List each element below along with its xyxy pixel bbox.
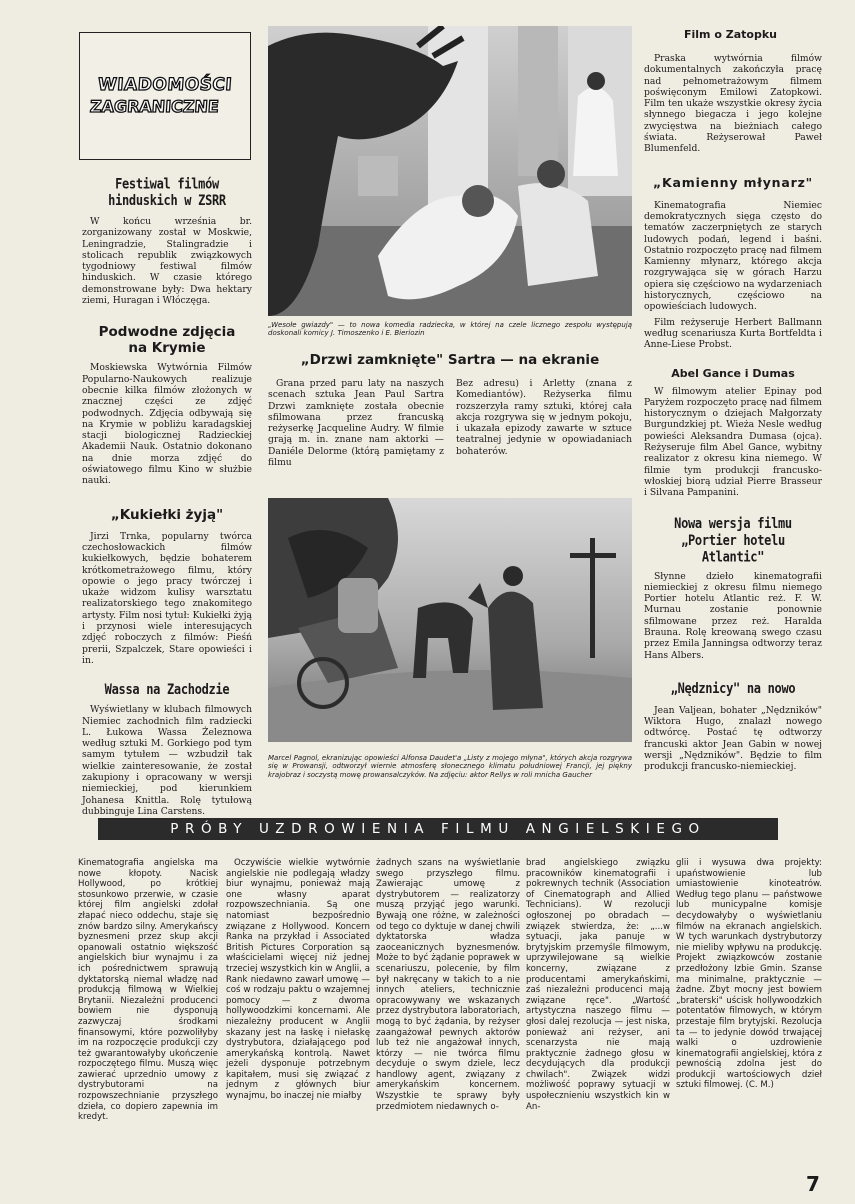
article-drzwi-part2: Bez adresu) i Arletty (znana z Komediantów). Reżyserka filmu rozszerzyła ramy sztuki, której cała akcja rozgrywa się w jednym pokoju, i ukazała epizody zawarte w sztuce teatralnej jedynie w opowiadaniach bohaterów. [456,378,632,457]
article-abel-gance: W filmowym atelier Epinay pod Paryżem rozpoczęto pracę nad filmem historycznym o dziejach Małgorzaty Burgundzkiej pt. Wieża Nesle według powieści Aleksandra Dumasa (ojca). Reżyseruje film Abel Gance, wybitny realizator z okresu kina niemego. W filmie tym produkcji francusko-włoskiej biorą udział Pierre Brasseur i Silvana Pampanini. [644,385,822,499]
headline-podwodne: Podwodne zdjęcia na Krymie [98,324,236,357]
logo-line-2: ZAGRANICZNE [89,97,220,116]
bottom-article-col-4: brad angielskiego związku pracowników kinematografii i pokrewnych technik (Association of Cinematograph and Allied Technicians). W rezolucji ogłoszonej po obradach — związek stwierdza, że: „...w sytuacji, jaka panuje w brytyjskim przemyśle filmowym, uprzywilejowane są wielkie koncerny, związane z producentami amerykańskimi, zaś niezależni producenci mają związane ręce". „Wartość artystyczna naszego filmu — głosi dalej rezolucja — jest niska, ponieważ ani reżyser, ani scenarzysta nie mają praktycznie żadnego głosu w decydujących dla produkcji chwilach". Związek widzi możliwość poprawy sytuacji w uspołecznieniu wszystkich kin w An- [526,858,670,1112]
photo-wesole-gwiazdy [268,26,632,316]
photo-scene-provence [268,498,632,742]
article-zatopek: Praska wytwórnia filmów dokumentalnych zakończyła pracę nad pełnometrażowym filmem poświęconym Emilowi Zatopkowi. Film ten ukaże wszystkie okresy życia słynnego biegacza i jego kolejne zwycięstwa na bieżniach całego świata. Reżyserował Paweł Blumenfeld. [644,53,822,155]
headline-wassa: Wassa na Zachodzie [104,680,230,698]
article-portier: Słynne dzieło kinematografii niemieckiej z okresu filmu niemego Portier hotelu Atlantic reż. F. W. Murnau zostanie ponownie sfilmowane przez reż. Haralda Brauna. Rolę kreowaną swego czasu przez Emila Janningsa odtworzy teraz Hans Albers. [644,570,822,661]
left-column [82,175,252,817]
headline-abel-gance: Abel Gance i Dumas [671,366,795,380]
bottom-article-col-2: Oczywiście wielkie wytwórnie angielskie nie podlegają władzy biur wynajmu, ponieważ mają one własny aparat rozpowszechniania. Są one natomiast bezpośrednio związane z Hollywood. Koncern Ranka na przykład i Associated British Pictures Corporation są właścicielami więcej niż jednej trzeciej wszystkich kin w Anglii, a Rank niedawno zawarł umowę — coś w rodzaju paktu o wzajemnej pomocy — z dwoma hollywoodzkimi koncernami. Ale niezależny producent w Anglii skazany jest na łaskę i niełaskę dystrybutora, działającego pod amerykańską kontrolą. Nawet jeżeli dysponuje potrzebnym kapitałem, musi się związać z jednym z głównych biur wynajmu, bo inaczej nie miałby [226,858,370,1102]
logo-line-1: WIADOMOŚCI [97,75,233,95]
article-kukielki: Jirzi Trnka, popularny twórca czechosłowackich filmów kukiełkowych, będzie bohaterem krótkometrażowego filmu, który opowie o jego pracy twórczej i ukaże widzom kulisy warsztatu realizatorskiego tego znakomitego artysty. Film nosi tytuł: Kukiełki żyją i przynosi wiele interesujących zdjęć roboczych z filmów: Pieśń prerii, Szpalczek, Stare opowieści i in. [82,530,252,666]
bottom-article-col-5: glii i wysuwa dwa projekty: upaństwowienie lub umiastowienie kinoteatrów. Według tego planu — państwowe lub municypalne komisje decydowałyby o wyświetlaniu filmów na ekranach angielskich. W tych warunkach dystrybutorzy nie mieliby wpływu na produkcję. Projekt związkowców zostanie przedłożony Izbie Gmin. Szanse ma minimalne, praktycznie — żadne. Zbyt mocny jest bowiem „braterski" uścisk hollywoodzkich potentatów filmowych, w którym przestaje film brytyjski. Rezolucja ta — to jedynie dowód trwającej walki o uzdrowienie kinematografii angielskiej, która z pewnością zdolna jest do produkcji wartościowych dzieł sztuki filmowej. (C. M.) [676,858,823,1091]
right-column [644,28,822,773]
headline-portier: Nowa wersja filmu „Portier hotelu Atlantic" [674,514,792,565]
article-podwodne: Moskiewska Wytwórnia Filmów Popularno-Naukowych realizuje obecnie kilka filmów złożonych w znacznej części ze zdjęć podwodnych. Zdjęcia odbywają się na Krymie w pobliżu karadagskiej stacji biologicznej Radzieckiej Akademii Nauk. Ostatnio dokonano na dnie morza zdjęć do oświatowego filmu Kino w służbie nauki. [82,362,252,487]
article-wassa: Wyświetlany w klubach filmowych Niemiec zachodnich film radziecki L. Łukowa Wassa Żeleznowa według sztuki M. Gorkiego pod tym samym tytułem — wzbudził tak wielkie zainteresowanie, że został zakupiony i opracowany w wersji niemieckiej, pod kierunkiem Johanesa Knittla. Rolę tytułową dubbinguje Lina Carstens. [82,704,252,817]
article-kamienny-1: Kinematografia Niemiec demokratycznych sięga często do tematów zaczerpniętych ze starych ludowych podań, legend i baśni. Ostatnio rozpoczęto pracę nad filmem Kamienny młynarz, którego akcja rozgrywająca się w górach Harzu opiera się częściowo na wydarzeniach historycznych, częściowo na opowieściach ludowych. [644,199,822,313]
headline-festiwal: Festiwal filmów hinduskich w ZSRR [108,175,226,209]
bottom-article-col-1: Kinematografia angielska ma nowe kłopoty. Nacisk Hollywood, po krótkiej stosunkowo przerwie, w czasie której film angielski zdołał złapać nieco oddechu, staje się znów bardzo silny. Amerykańscy byznesmeni przez skup akcji opanowali ostatnio większość angielskich biur wynajmu i za ich pośrednictwem sprawują dyktatorską niemal władzę nad produkcją filmową w Wielkiej Brytanii. Niezależni producenci bowiem nie dysponują zazwyczaj środkami finansowymi, które pozwoliłyby im na rozpoczęcie produkcji czy też gwarantowałyby ukończenie rozpoczętego filmu. Muszą więc zawierać uprzednio umowy z dystrybutorami na rozpowszechnianie przyszłego dzieła, co dopiero zapewnia im kredyt. [78,858,218,1123]
bottom-article-col-3: żadnych szans na wyświetlanie swego przyszłego filmu. Zawierając umowę z dystrybutorem — realizatorzy muszą przyjąć jego warunki. Bywają one różne, w zależności od tego co dyktuje w danej chwili dyktatorska władza zaoceanicznych byznesmenów. Może to być żądanie poprawek w scenariuszu, polecenie, by film był nakręcany w takich to a nie innych ateliers, technicznie opracowywany we wskazanych przez dystrybutora laboratoriach, mogą to być żądania, by reżyser zaangażował pewnych aktorów lub też nie angażował innych, którzy — nie twórca filmu decyduje o swym dziele, lecz handlowy agent, związany z amerykańskim koncernem. Wszystkie te sprawy były przedmiotem niedawnych o- [376,858,520,1112]
photo-listy-z-mlyna [268,498,632,742]
page-number: 7 [806,1172,820,1196]
headline-drzwi: „Drzwi zamknięte" Sartra — na ekranie [300,352,600,368]
headline-nedznicy: „Nędznicy" na nowo [670,679,796,697]
caption-wesole-gwiazdy: „Wesołe gwiazdy" — to nowa komedia radziecka, w której na czele licznego zespołu występują doskonali komicy J. Timoszenko i E. Bieriozin [268,321,632,338]
headline-kukielki: „Kukiełki żyją" [110,506,224,523]
article-festiwal: W końcu września br. zorganizowany został w Moskwie, Leningradzie, Stalingradzie i stolicach republik związkowych tygodniowy festiwal filmów hinduskich. W czasie którego demonstrowane były: Dwa hektary ziemi, Huragan i Włóczęga. [82,216,252,307]
article-nedznicy: Jean Valjean, bohater „Nędzników" Wiktora Hugo, znalazł nowego odtwórcę. Postać tę odtworzy francuski aktor Jean Gabin w nowej wersji „Nędzników". Będzie to film produkcji francusko-niemieckiej. [644,704,822,773]
banner-proby-uzdrowienia: PRÓBY UZDROWIENIA FILMU ANGIELSKIEGO [98,818,778,840]
article-kamienny-2: Film reżyseruje Herbert Ballmann według scenariusza Kurta Bortfeldta i Anne-Liese Probst. [644,316,822,351]
section-logo [79,32,251,160]
caption-listy-z-mlyna: Marcel Pagnol, ekranizując opowieści Alfonsa Daudet'a „Listy z mojego młyna", których akcja rozgrywa się w Prowansji, odtworzył wiernie atmosferę słonecznego klimatu południowej Francji, jej piękny krajobraz i soczystą mowę prowansalczyków. Na zdjęciu: aktor Rellys w roli mnicha Gaucher [268,754,632,779]
article-drzwi-part1: Grana przed paru laty na naszych scenach sztuka Jean Paul Sartra Drzwi zamknięte została obecnie sfilmowana przez francuską reżyserkę Jacqueline Audry. W filmie grają m. in. znane nam aktorki — Daniéle Delorme (którą pamiętamy z filmu [268,378,444,469]
headline-kamienny: „Kamienny młynarz" [653,174,813,190]
headline-zatopek: Film o Zatopku [684,28,777,41]
photo-scene-comedy [268,26,632,316]
